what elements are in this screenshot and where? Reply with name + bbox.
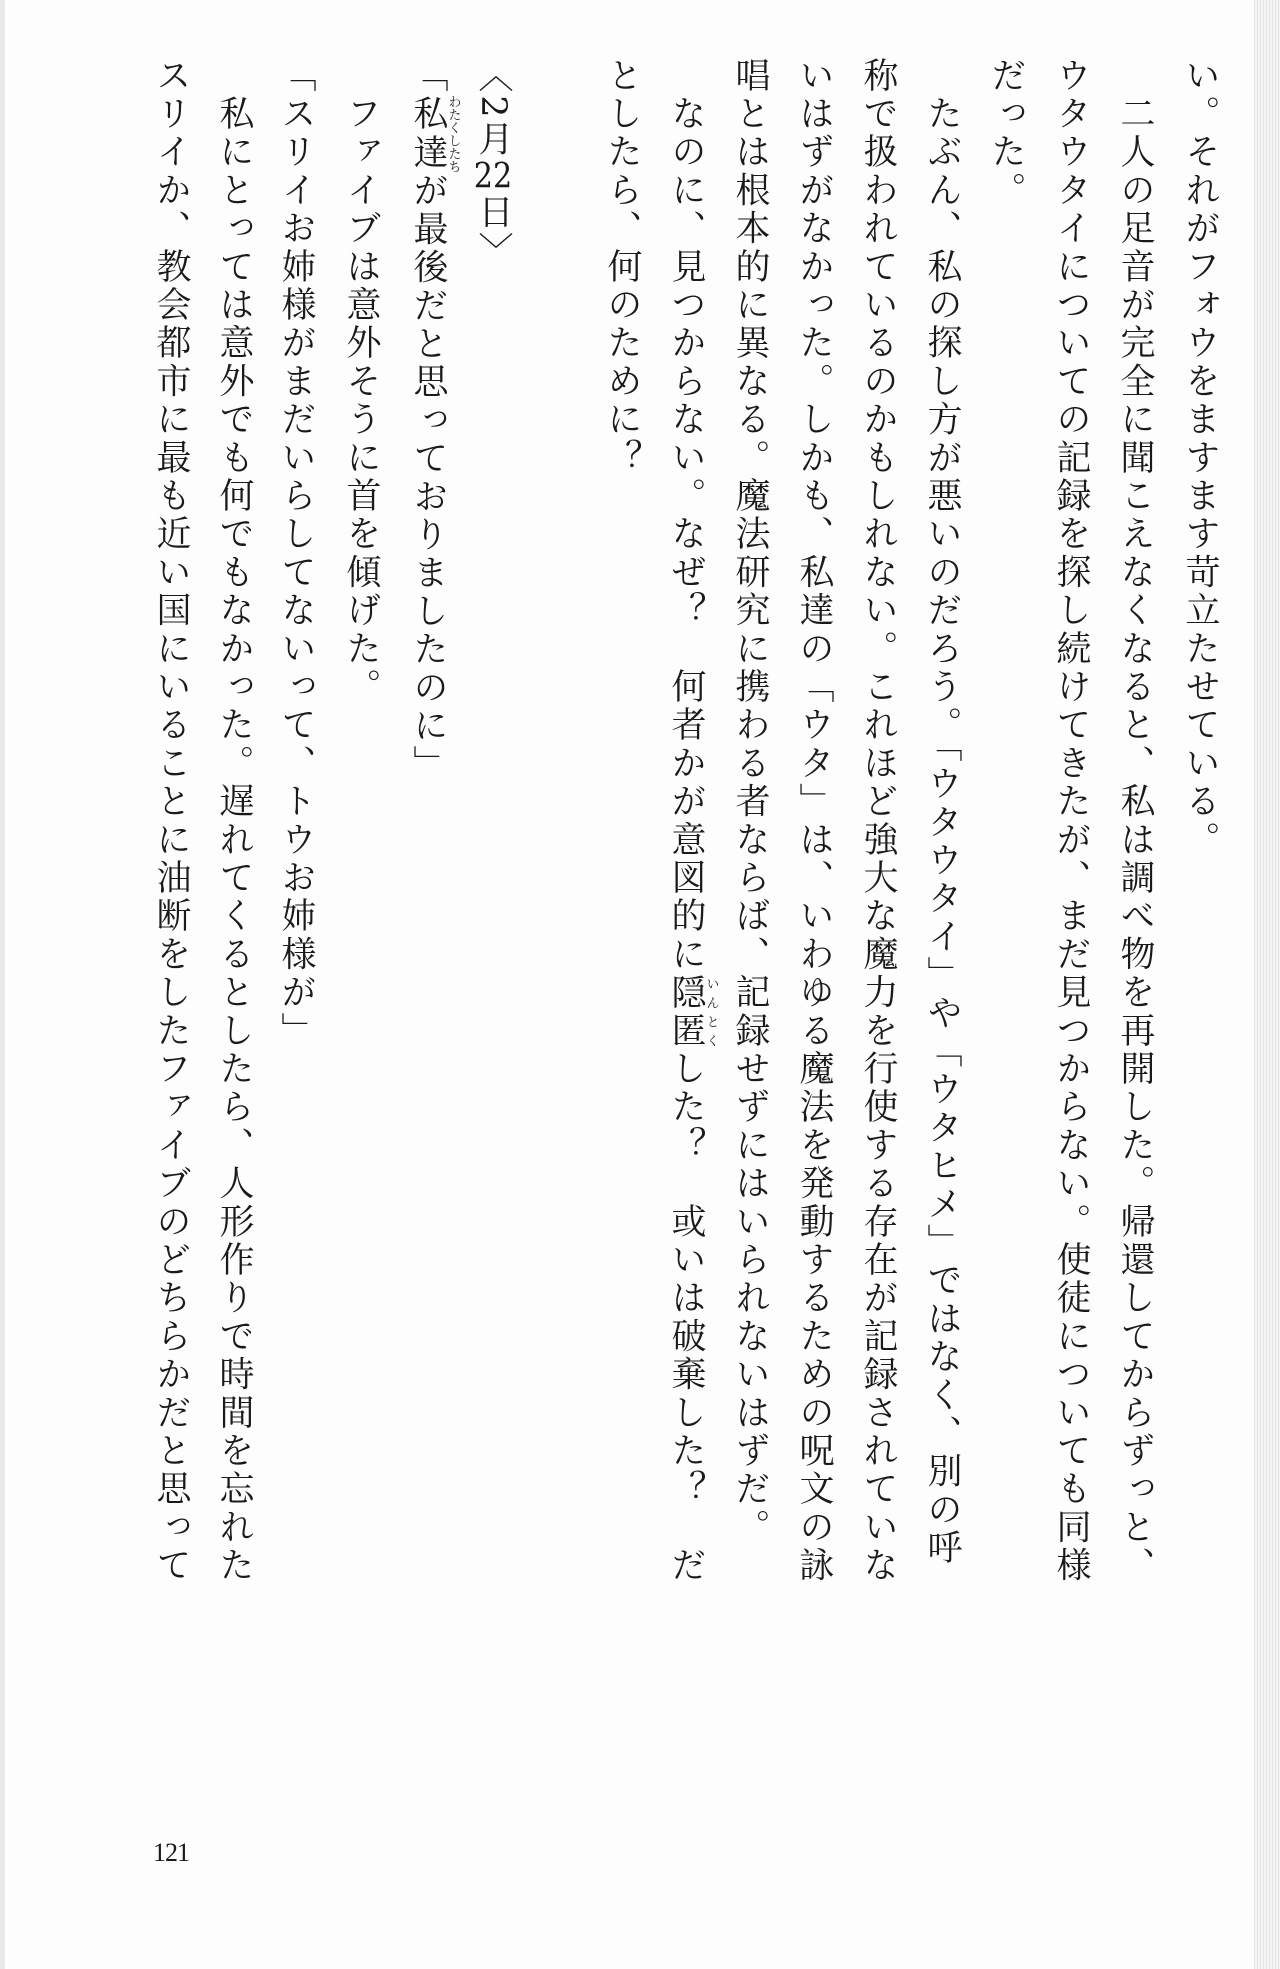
page-edge-right	[1254, 0, 1280, 1969]
date-day: 22	[473, 158, 513, 194]
page-edge-left	[0, 0, 5, 1969]
text-column: たぶん、私の探し方が悪いのだろう。「ウタウタイ」や「ウタヒメ」ではなく、別の呼	[922, 57, 962, 1568]
text-column: スリイか、教会都市に最も近い国にいることに油断をしたファイブのどちらかだと思って	[151, 57, 191, 1585]
text-segment: が最後だと思っておりましたのに」	[408, 172, 448, 784]
text-column: 「スリイお姉様がまだいらしてないって、トウお姉様が」	[276, 57, 316, 1051]
date-open: 〈2月	[473, 57, 513, 159]
ruby-base: 私達	[408, 94, 448, 173]
ruby-reading: いんとく	[703, 973, 719, 1051]
text-column: ファイブは意外そうに首を傾げた。	[341, 57, 381, 707]
text-segment: なのに、見つからない。なぜ？ 何者かが意図的に	[666, 57, 706, 974]
date-heading	[461, 57, 525, 1657]
text-column: だった。	[986, 57, 1026, 210]
text-column	[396, 57, 460, 1657]
text-column	[654, 57, 718, 1657]
ruby-word	[666, 973, 719, 1051]
text-column: ウタウタイについての記録を探し続けてきたが、まだ見つからない。使徒についても同様	[1051, 57, 1091, 1585]
ruby-base: 隠匿	[666, 973, 706, 1051]
text-column: 二人の足音が完全に聞こえなくなると、私は調べ物を再開した。帰還してからずっと、	[1115, 57, 1155, 1585]
date-close: 日〉	[473, 193, 513, 271]
text-segment: 「	[408, 57, 448, 96]
text-column: いはずがなかった。しかも、私達の「ウタ」は、いわゆる魔法を発動するための呪文の詠	[794, 57, 834, 1585]
page-number: 121	[153, 1838, 189, 1867]
text-column: 唱とは根本的に異なる。魔法研究に携わる者ならば、記録せずにはいられないはずだ。	[730, 57, 770, 1547]
text-column: 私にとっては意外でも何でもなかった。遅れてくるとしたら、人形作りで時間を忘れた	[214, 57, 254, 1585]
text-column: 称で扱われているのかもしれない。これほど強大な魔力を行使する存在が記録されていな	[858, 57, 898, 1585]
ruby-word	[408, 94, 461, 173]
text-column: い。それがフォウをますます苛立たせている。	[1180, 57, 1220, 860]
text-column: としたら、何のために？	[602, 57, 642, 478]
ruby-reading: わたくしたち	[445, 94, 461, 173]
text-segment: した？ 或いは破棄した？ だ	[666, 1050, 706, 1586]
